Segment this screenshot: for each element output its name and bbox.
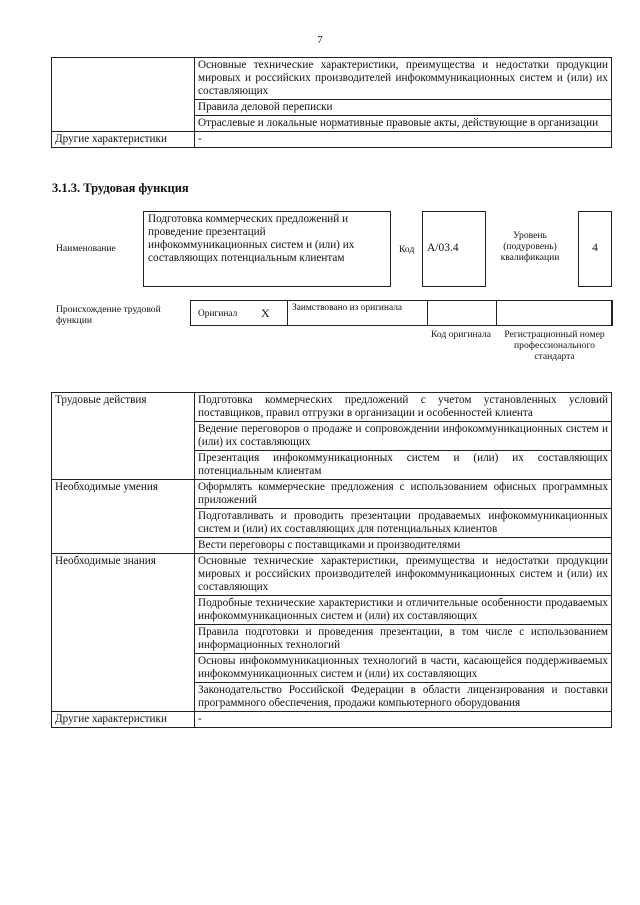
original-cell [190, 300, 288, 326]
code-value-box [422, 211, 486, 287]
group-item: Ведение переговоров о продаже и сопровождении инфокоммуникационных систем и (или) их составляющих [195, 422, 612, 451]
group-item: Подготавливать и проводить презентации продаваемых инфокоммуникационных систем и (или) их составляющих для потенциальных клиентов [195, 509, 612, 538]
level-value-box [578, 211, 612, 287]
table-row [52, 712, 612, 728]
name-value-box [143, 211, 391, 287]
group-item: Законодательство Российской Федерации в области лицензирования и поставки программного обеспечения, продажи компьютерного оборудования [195, 683, 612, 712]
group-item: Основы инфокоммуникационных технологий в части, касающейся поддерживаемых инфокоммуникационных систем и (или) их составляющих [195, 654, 612, 683]
original-mark: X [261, 306, 270, 320]
group-item: Основные технические характеристики, преимущества и недостатки продукции мировых и российских производителей инфокоммуникационных систем и (или) их составляющих [195, 554, 612, 596]
code-value: А/03.4 [427, 242, 459, 254]
other-label: Другие характеристики [52, 132, 195, 148]
group-label: Трудовые действия [52, 393, 195, 480]
group-item: Вести переговоры с поставщиками и производителями [195, 538, 612, 554]
level-label: Уровень (подуровень) квалификации [500, 230, 560, 263]
name-value: Подготовка коммерческих предложений и проведение презентаций инфокоммуникационных систем и (или) их составляющих потенциальным клиентам [148, 213, 355, 264]
page-number: 7 [317, 34, 323, 46]
code-label: Код [399, 244, 415, 255]
reg-number-caption: Регистрационный номер профессионального стандарта [504, 329, 605, 362]
group-item: Подготовка коммерческих предложений с учетом установленных условий поставщиков, правил отгрузки в организации и особенностей клиента [195, 393, 612, 422]
borrowed-label: Заимствовано из оригинала [292, 303, 403, 313]
group-label: Необходимые умения [52, 480, 195, 554]
origin-label: Происхождение трудовой функции [56, 304, 161, 326]
table-row [52, 480, 612, 509]
row-label [52, 58, 195, 132]
other-label: Другие характеристики [52, 712, 195, 728]
origin-row [190, 300, 612, 326]
other-value: - [195, 712, 612, 728]
group-item: Подробные технические характеристики и отличительные особенности продаваемых инфокоммуникационных систем и (или) их составляющих [195, 596, 612, 625]
group-label: Необходимые знания [52, 554, 195, 712]
code-original-cell [427, 300, 497, 326]
group-item: Презентация инфокоммуникационных систем и (или) их составляющих потенциальным клиентам [195, 451, 612, 480]
table-row [52, 554, 612, 596]
row-text: Правила деловой переписки [195, 100, 612, 116]
table-row [52, 132, 612, 148]
level-value: 4 [592, 242, 598, 254]
row-text: Отраслевые и локальные нормативные правовые акты, действующие в организации [195, 116, 612, 132]
reg-number-cell [496, 300, 613, 326]
other-value: - [195, 132, 612, 148]
code-original-caption: Код оригинала [430, 329, 492, 340]
section-title: 3.1.3. Трудовая функция [52, 181, 189, 195]
name-label: Наименование [56, 243, 116, 254]
original-label: Оригинал [198, 309, 238, 319]
group-item: Оформлять коммерческие предложения с использованием офисных программных приложений [195, 480, 612, 509]
top-table [51, 57, 612, 148]
table-row [52, 58, 612, 100]
borrowed-cell [287, 300, 428, 326]
main-table [51, 392, 612, 728]
row-text: Основные технические характеристики, преимущества и недостатки продукции мировых и российских производителей инфокоммуникационных систем и (или) их составляющих [195, 58, 612, 100]
table-row [52, 393, 612, 422]
group-item: Правила подготовки и проведения презентации, в том числе с использованием информационных технологий [195, 625, 612, 654]
